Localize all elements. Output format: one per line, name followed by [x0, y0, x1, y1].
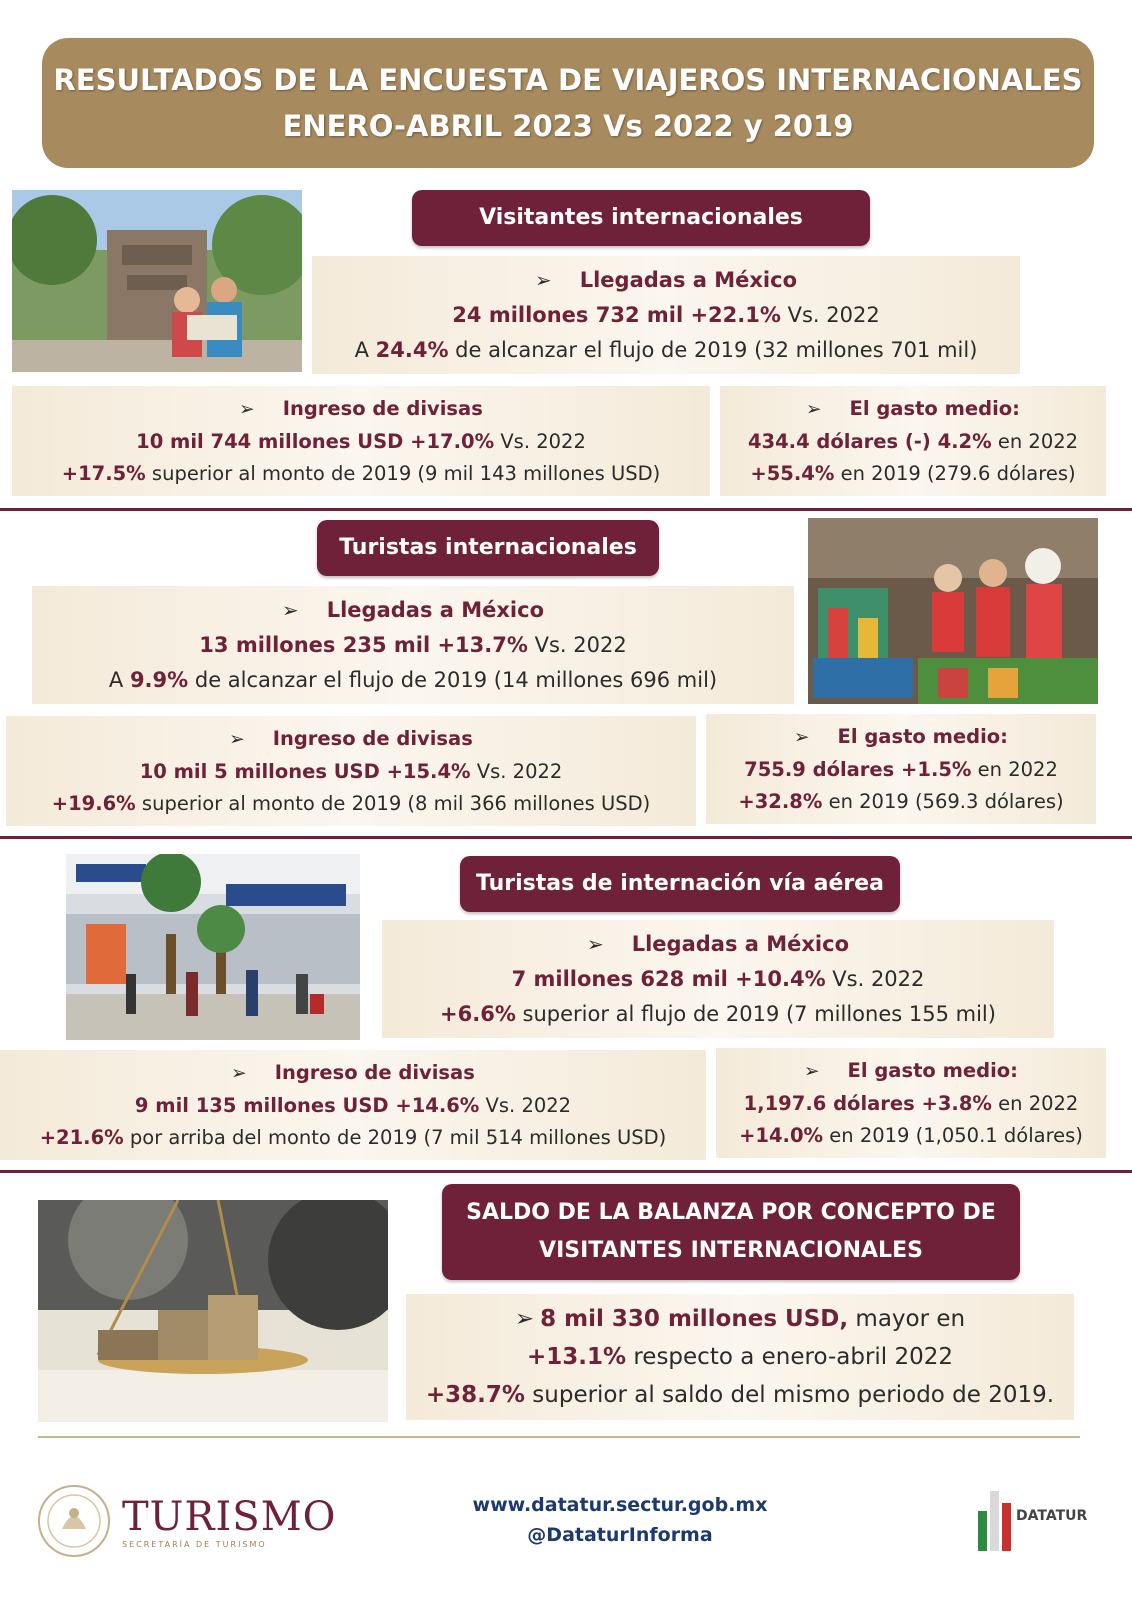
turistas-gasto-compare: en 2022 [971, 757, 1058, 781]
page-title-line2: ENERO-ABRIL 2023 Vs 2022 y 2019 [282, 109, 854, 143]
aerea-llegadas-2019-text: superior al flujo de 2019 (7 millones 155 mil) [515, 1001, 996, 1026]
visitantes-gasto-2019-text: en 2019 (279.6 dólares) [834, 461, 1076, 485]
visitantes-ingreso-2019-text: superior al monto de 2019 (9 mil 143 millones USD) [145, 461, 661, 485]
visitantes-llegadas-compare: Vs. 2022 [780, 302, 880, 327]
turistas-llegadas-2019-text: de alcanzar el flujo de 2019 (14 millones 696 mil) [188, 667, 718, 692]
saldo-l2-text: respecto a enero-abril 2022 [626, 1344, 954, 1370]
page-title-line1: RESULTADOS DE LA ENCUESTA DE VIAJEROS INTERNACIONALES [53, 63, 1083, 97]
turismo-logo [36, 1476, 356, 1566]
turistas-gasto-2019-text: en 2019 (569.3 dólares) [822, 789, 1064, 813]
footer-links [440, 1490, 800, 1550]
datatur-brand: DATATUR [1016, 1508, 1088, 1524]
turismo-subtitle: SECRETARÍA DE TURISMO [122, 1539, 267, 1549]
visitantes-llegadas-pct2019: 24.4% [375, 337, 449, 362]
arrow-bullet-icon: ➢ [804, 1060, 820, 1082]
turistas-llegadas-box [32, 586, 794, 704]
aerea-ingreso-pct2019: +21.6% [39, 1125, 124, 1149]
visitantes-gasto-value: 434.4 dólares (-) 4.2% [747, 429, 992, 453]
visitantes-ingreso-box [12, 386, 710, 496]
saldo-pct2019: +38.7% [425, 1382, 525, 1408]
visitantes-llegadas-box [312, 256, 1020, 374]
turistas-llegadas-compare: Vs. 2022 [527, 632, 627, 657]
turistas-gasto-box [706, 714, 1096, 824]
saldo-pct2022: +13.1% [526, 1344, 627, 1370]
aerea-gasto-heading: El gasto medio: [847, 1058, 1018, 1082]
aerea-ingreso-heading: Ingreso de divisas [274, 1060, 475, 1084]
visitantes-gasto-compare: en 2022 [991, 429, 1079, 453]
turistas-ingreso-heading: Ingreso de divisas [272, 726, 473, 750]
turistas-llegadas-pct2019: 9.9% [129, 667, 189, 692]
arrow-bullet-icon: ➢ [535, 267, 552, 292]
aerea-ingreso-compare: Vs. 2022 [479, 1093, 572, 1117]
datatur-social-handle[interactable]: @DataturInforma [527, 1524, 713, 1546]
turistas-llegadas-prefix: A [108, 667, 130, 692]
aerea-gasto-box [716, 1048, 1106, 1158]
arrow-bullet-icon: ➢ [231, 1062, 247, 1084]
visitantes-llegadas-value: 24 millones 732 mil +22.1% [452, 302, 781, 327]
aerea-ingreso-box [0, 1050, 706, 1160]
arrow-bullet-icon: ➢ [587, 931, 604, 956]
section-divider [0, 1170, 1132, 1173]
arrow-bullet-icon: ➢ [239, 398, 255, 420]
saldo-l1-text: mayor en [848, 1306, 966, 1332]
turismo-brand: TURISMO [122, 1493, 337, 1540]
turistas-ingreso-compare: Vs. 2022 [470, 759, 563, 783]
saldo-title-line1: SALDO DE LA BALANZA POR CONCEPTO DE [466, 1200, 996, 1225]
turistas-gasto-value: 755.9 dólares +1.5% [744, 757, 972, 781]
tourists-pyramid-photo [12, 190, 302, 372]
turistas-llegadas-value: 13 millones 235 mil +13.7% [199, 632, 528, 657]
visitantes-gasto-heading: El gasto medio: [849, 396, 1020, 420]
visitantes-ingreso-pct2019: +17.5% [61, 461, 146, 485]
visitantes-ingreso-compare: Vs. 2022 [494, 429, 586, 453]
section-divider [0, 508, 1132, 511]
section-title-aerea: Turistas de internación vía aérea [460, 856, 900, 912]
arrow-bullet-icon: ➢ [229, 728, 245, 750]
section-title-saldo [442, 1184, 1020, 1280]
turistas-ingreso-2019-text: superior al monto de 2019 (8 mil 366 millones USD) [135, 791, 651, 815]
aerea-ingreso-value: 9 mil 135 millones USD +14.6% [134, 1093, 480, 1117]
datatur-logo [978, 1476, 1108, 1556]
aerea-llegadas-box [382, 920, 1054, 1038]
aerea-llegadas-pct2019: +6.6% [440, 1001, 516, 1026]
aerea-gasto-pct2019: +14.0% [739, 1123, 824, 1147]
turistas-gasto-heading: El gasto medio: [837, 724, 1008, 748]
visitantes-ingreso-heading: Ingreso de divisas [282, 396, 483, 420]
visitantes-gasto-pct2019: +55.4% [750, 461, 835, 485]
saldo-l3-text: superior al saldo del mismo periodo de 2019. [524, 1382, 1055, 1408]
mexico-seal-icon [36, 1483, 112, 1559]
aerea-llegadas-compare: Vs. 2022 [825, 966, 925, 991]
airport-terminal-photo [66, 854, 360, 1040]
visitantes-llegadas-prefix: A [354, 337, 376, 362]
visitantes-ingreso-value: 10 mil 744 millones USD +17.0% [136, 429, 495, 453]
section-divider [0, 836, 1132, 839]
market-tourists-photo [808, 518, 1098, 704]
section-title-visitantes: Visitantes internacionales [412, 190, 870, 246]
aerea-llegadas-heading: Llegadas a México [631, 931, 849, 956]
turistas-ingreso-pct2019: +19.6% [51, 791, 136, 815]
turistas-ingreso-value: 10 mil 5 millones USD +15.4% [139, 759, 471, 783]
datatur-bars-icon [978, 1481, 1012, 1551]
saldo-box [406, 1294, 1074, 1420]
arrow-bullet-icon: ➢ [514, 1306, 535, 1332]
saldo-title-line2: VISITANTES INTERNACIONALES [539, 1238, 923, 1263]
visitantes-llegadas-2019-text: de alcanzar el flujo de 2019 (32 millones 701 mil) [448, 337, 978, 362]
arrow-bullet-icon: ➢ [806, 398, 822, 420]
aerea-gasto-2019-text: en 2019 (1,050.1 dólares) [823, 1123, 1083, 1147]
coins-scale-photo [38, 1200, 388, 1422]
section-title-turistas: Turistas internacionales [317, 520, 659, 576]
turistas-llegadas-heading: Llegadas a México [326, 597, 544, 622]
arrow-bullet-icon: ➢ [282, 597, 299, 622]
header-banner [42, 38, 1094, 168]
datatur-url-link[interactable]: www.datatur.sectur.gob.mx [472, 1494, 768, 1516]
turistas-gasto-pct2019: +32.8% [738, 789, 823, 813]
visitantes-gasto-box [720, 386, 1106, 496]
footer-divider [38, 1436, 1080, 1438]
turistas-ingreso-box [6, 716, 696, 826]
aerea-gasto-compare: en 2022 [991, 1091, 1079, 1115]
visitantes-llegadas-heading: Llegadas a México [579, 267, 797, 292]
arrow-bullet-icon: ➢ [794, 726, 810, 748]
aerea-ingreso-2019-text: por arriba del monto de 2019 (7 mil 514 millones USD) [123, 1125, 667, 1149]
aerea-llegadas-value: 7 millones 628 mil +10.4% [511, 966, 826, 991]
aerea-gasto-value: 1,197.6 dólares +3.8% [743, 1091, 992, 1115]
saldo-value: 8 mil 330 millones USD, [540, 1306, 849, 1332]
